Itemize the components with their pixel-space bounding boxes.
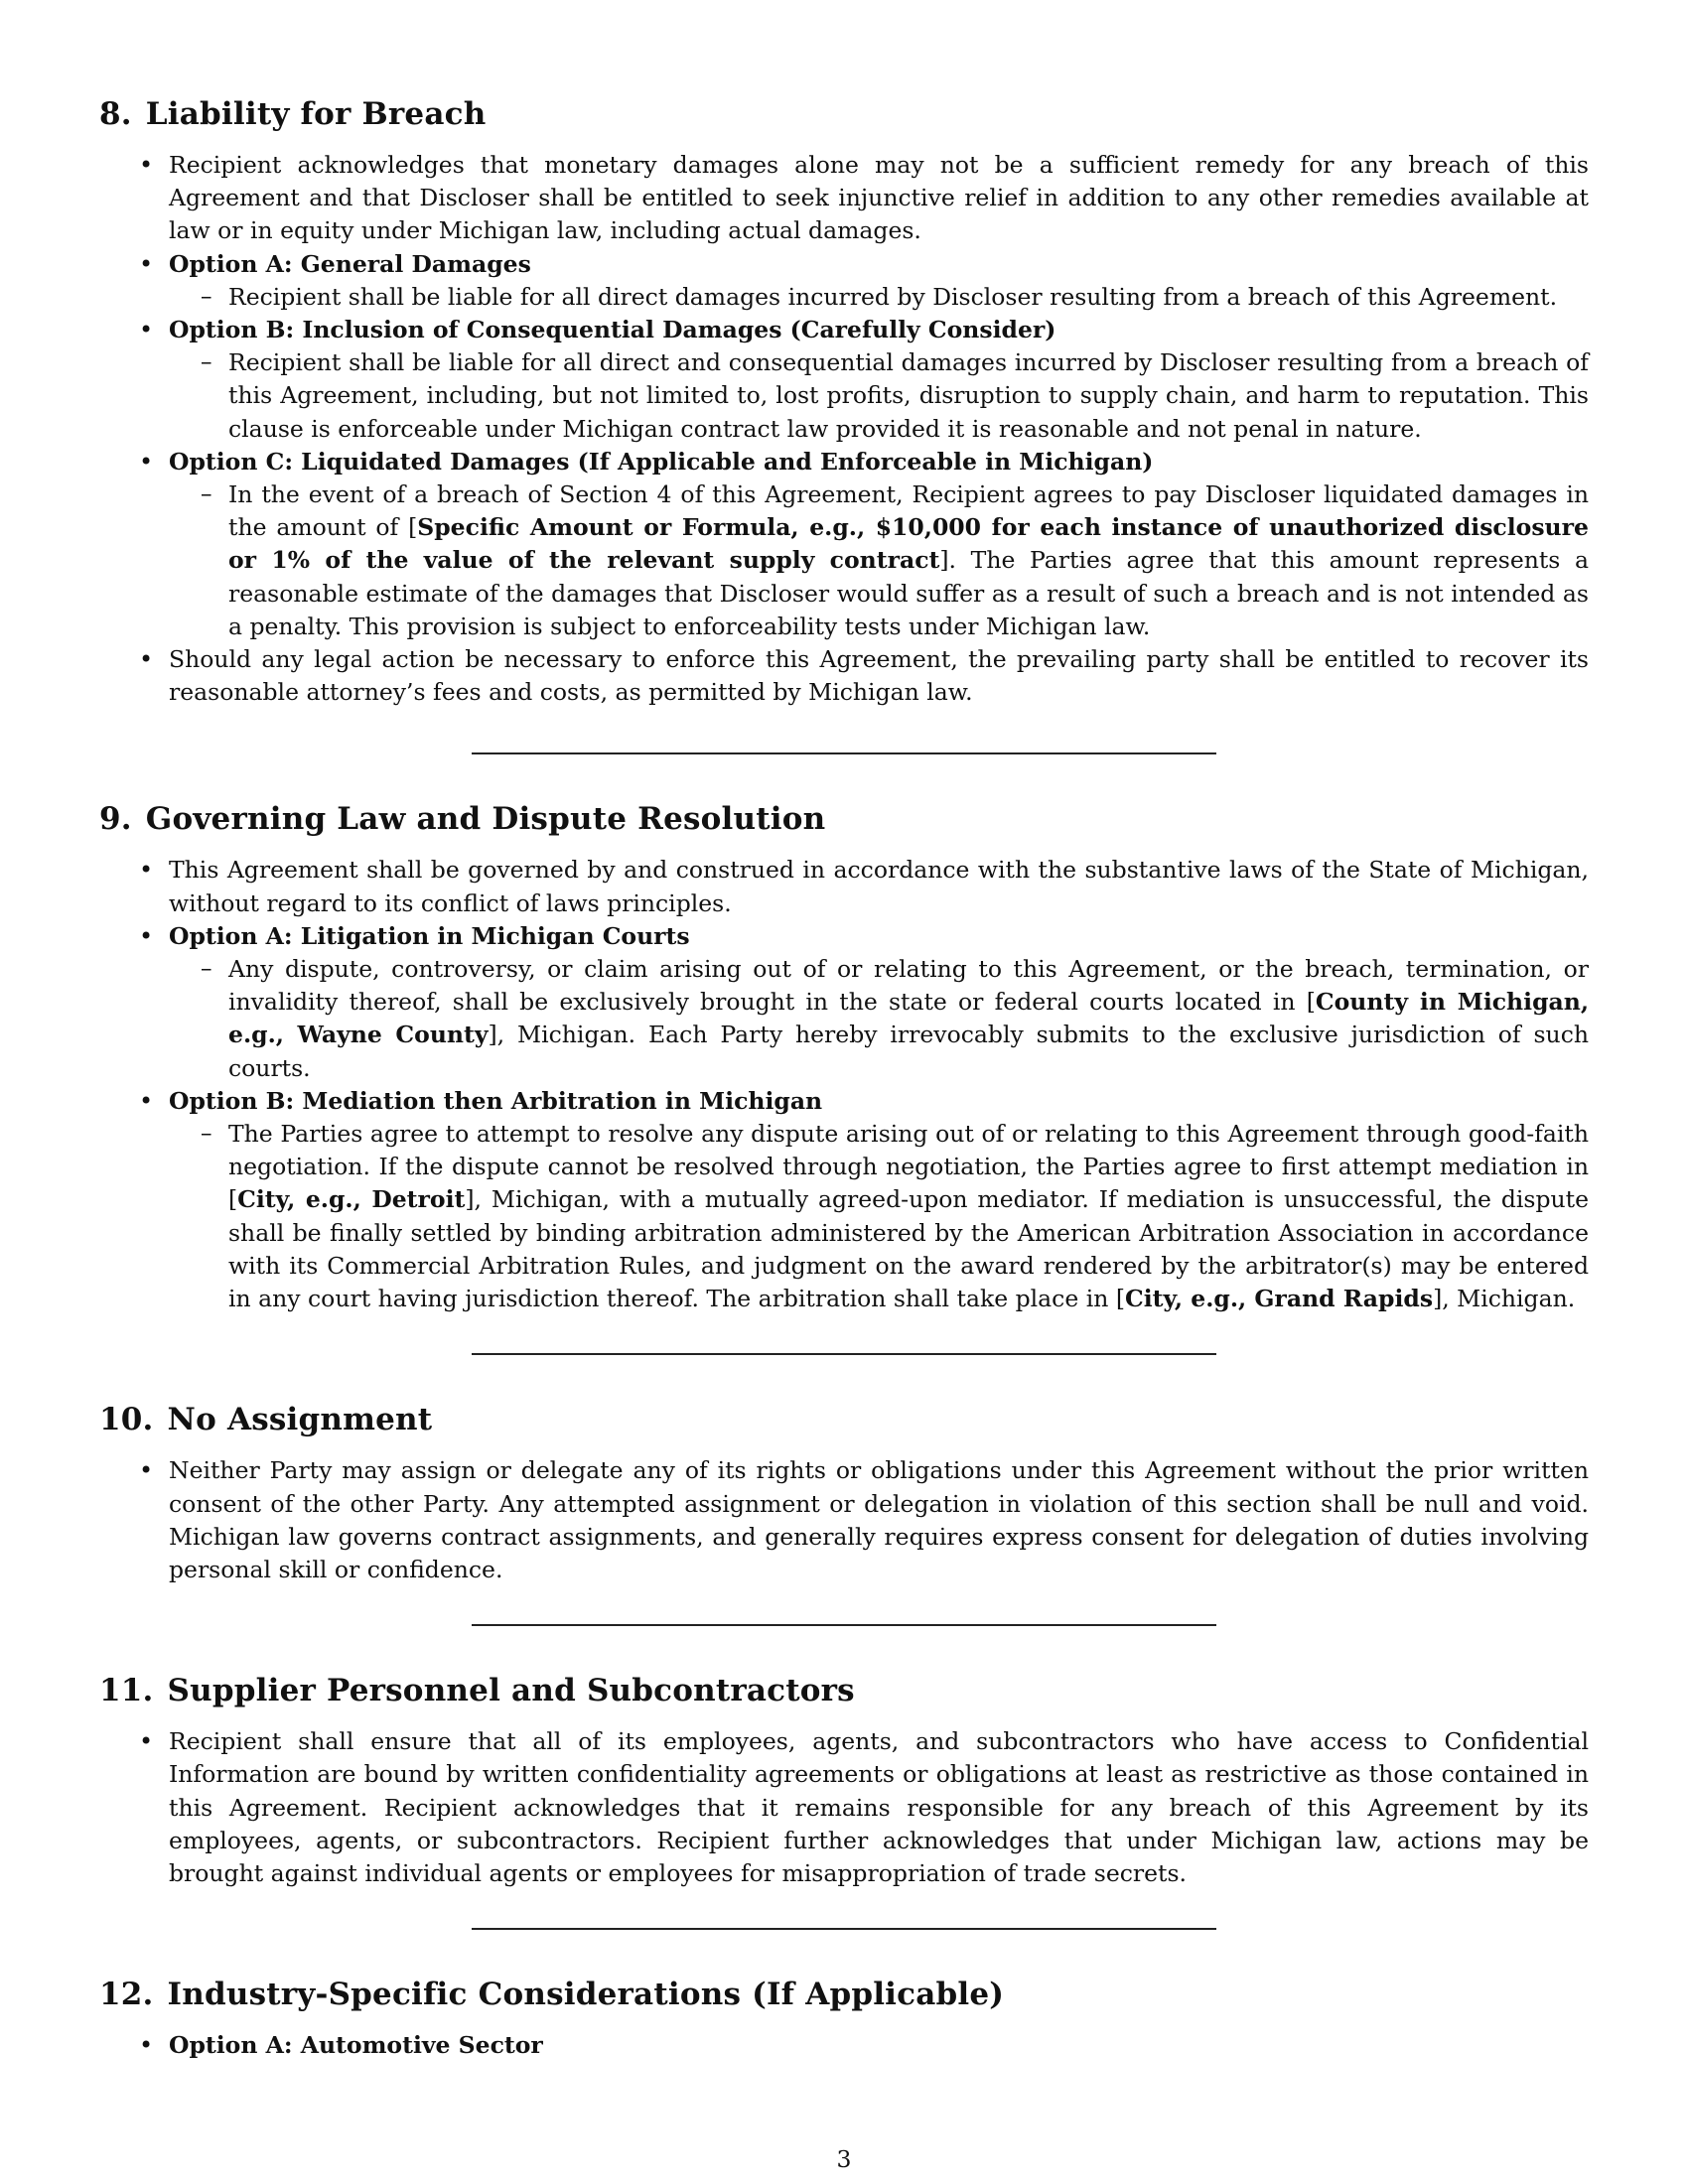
section-9-heading: 9. Governing Law and Dispute Resolution: [99, 801, 826, 838]
page-number: 3: [836, 2145, 852, 2173]
section-10-title: No Assignment: [167, 1402, 433, 1438]
placeholder-city-arbitration: City, e.g., Grand Rapids: [1125, 1285, 1434, 1313]
list-item: [99, 446, 1589, 643]
section-8: [99, 95, 1589, 709]
section-8-heading: 8. Liability for Breach: [99, 96, 487, 132]
section-11-title: Supplier Personnel and Subcontractors: [167, 1673, 855, 1709]
list-item: [99, 920, 1589, 1085]
section-9: [99, 800, 1589, 1315]
list-item: • Recipient acknowledges that monetary damages alone may not be a sufficient remedy for any breach of this Agreement and that Discloser shall be entitled to seek injunctive relief in addition to any other remedies available at law or in equity under Michigan law, including actual damages.: [99, 149, 1589, 248]
section-11: [99, 1672, 1589, 1890]
list-item: – Any dispute, controversy, or claim arising out of or relating to this Agreement, or the breach, termination, or invalidity thereof, shall be exclusively brought in the state or federal courts located in [County in Michigan, e.g., Wayne County], Michigan. Each Party hereby irrevocably submits to the exclusive jurisdiction of such courts.: [169, 953, 1589, 1085]
option-a-title: • Option A: Litigation in Michigan Courts: [169, 921, 690, 950]
option-a-title: • Option A: Automotive Sector: [169, 2031, 543, 2060]
list-item: – In the event of a breach of Section 4 of this Agreement, Recipient agrees to pay Discloser liquidated damages in the amount of [Specific Amount or Formula, e.g., $10,000 for each instance of unauthorized disclosure or 1% of the value of the relevant supply contract]. The Parties agree that this amount represents a reasonable estimate of the damages that Discloser would suffer as a result of such a breach and is not intended as a penalty. This provision is subject to enforceability tests under Michigan law.: [169, 478, 1589, 643]
placeholder-city-mediation: City, e.g., Detroit: [237, 1185, 466, 1214]
section-12-heading: 12. Industry-Specific Considerations (If Applicable): [99, 1977, 1005, 2013]
list-item: [99, 1085, 1589, 1315]
list-item: – The Parties agree to attempt to resolve any dispute arising out of or relating to this Agreement through good-faith negotiation. If the dispute cannot be resolved through negotiation, the Parties agree to first attempt mediation in [City, e.g., Detroit], Michigan, with a mutually agreed-upon mediator. If mediation is unsuccessful, the dispute shall be finally settled by binding arbitration administered by the American Arbitration Association in accordance with its Commercial Arbitration Rules, and judgment on the award rendered by the arbitrator(s) may be entered in any court having jurisdiction thereof. The arbitration shall take place in [City, e.g., Grand Rapids], Michigan.: [169, 1118, 1589, 1315]
placeholder-county: County in Michigan, e.g., Wayne County: [228, 988, 1589, 1049]
section-9-title: Governing Law and Dispute Resolution: [145, 801, 826, 838]
section-8-title: Liability for Breach: [145, 96, 487, 132]
section-11-heading: 11. Supplier Personnel and Subcontractors: [99, 1673, 855, 1709]
list-item: [99, 2029, 1589, 2062]
document-page: [99, 95, 1589, 2062]
section-12-list: [99, 2029, 1589, 2062]
list-item: [99, 314, 1589, 446]
list-item: [99, 248, 1589, 314]
section-10-list: [99, 1454, 1589, 1586]
section-12-title: Industry-Specific Considerations (If Applicable): [167, 1977, 1005, 2013]
section-11-list: [99, 1725, 1589, 1890]
section-8-list: [99, 149, 1589, 709]
list-item: • Neither Party may assign or delegate any of its rights or obligations under this Agreement without the prior written consent of the other Party. Any attempted assignment or delegation in violation of this section shall be null and void. Michigan law governs contract assignments, and generally requires express consent for delegation of duties involving personal skill or confidence.: [99, 1454, 1589, 1586]
section-divider: [472, 1624, 1216, 1626]
list-item: – Recipient shall be liable for all direct and consequential damages incurred by Discloser resulting from a breach of this Agreement, including, but not limited to, lost profits, disruption to supply chain, and harm to reputation. This clause is enforceable under Michigan contract law provided it is reasonable and not penal in nature.: [169, 346, 1589, 446]
list-item: • This Agreement shall be governed by and construed in accordance with the substantive laws of the State of Michigan, without regard to its conflict of laws principles.: [99, 854, 1589, 919]
list-item: • Recipient shall ensure that all of its employees, agents, and subcontractors who have access to Confidential Information are bound by written confidentiality agreements or obligations at least as restrictive as those contained in this Agreement. Recipient acknowledges that it remains responsible for any breach of this Agreement by its employees, agents, or subcontractors. Recipient further acknowledges that under Michigan law, actions may be brought against individual agents or employees for misappropriation of trade secrets.: [99, 1725, 1589, 1890]
section-divider: [472, 752, 1216, 754]
placeholder-amount: Specific Amount or Formula, e.g., $10,000 for each instance of unauthorized disclosure or 1% of the value of the relevant supply contract: [228, 513, 1589, 575]
list-item: – Recipient shall be liable for all direct damages incurred by Discloser resulting from a breach of this Agreement.: [169, 281, 1589, 314]
section-divider: [472, 1353, 1216, 1355]
option-b-title: • Option B: Inclusion of Consequential Damages (Carefully Consider): [169, 316, 1056, 344]
option-b-title: • Option B: Mediation then Arbitration in Michigan: [169, 1086, 823, 1115]
option-a-title: • Option A: General Damages: [169, 249, 531, 278]
section-divider: [472, 1928, 1216, 1930]
list-item: • Should any legal action be necessary to enforce this Agreement, the prevailing party shall be entitled to recover its reasonable attorney’s fees and costs, as permitted by Michigan law.: [99, 643, 1589, 709]
section-10: [99, 1401, 1589, 1586]
section-10-heading: 10. No Assignment: [99, 1402, 433, 1438]
section-12: [99, 1976, 1589, 2062]
section-9-list: [99, 854, 1589, 1315]
option-c-title: • Option C: Liquidated Damages (If Applicable and Enforceable in Michigan): [169, 447, 1154, 476]
